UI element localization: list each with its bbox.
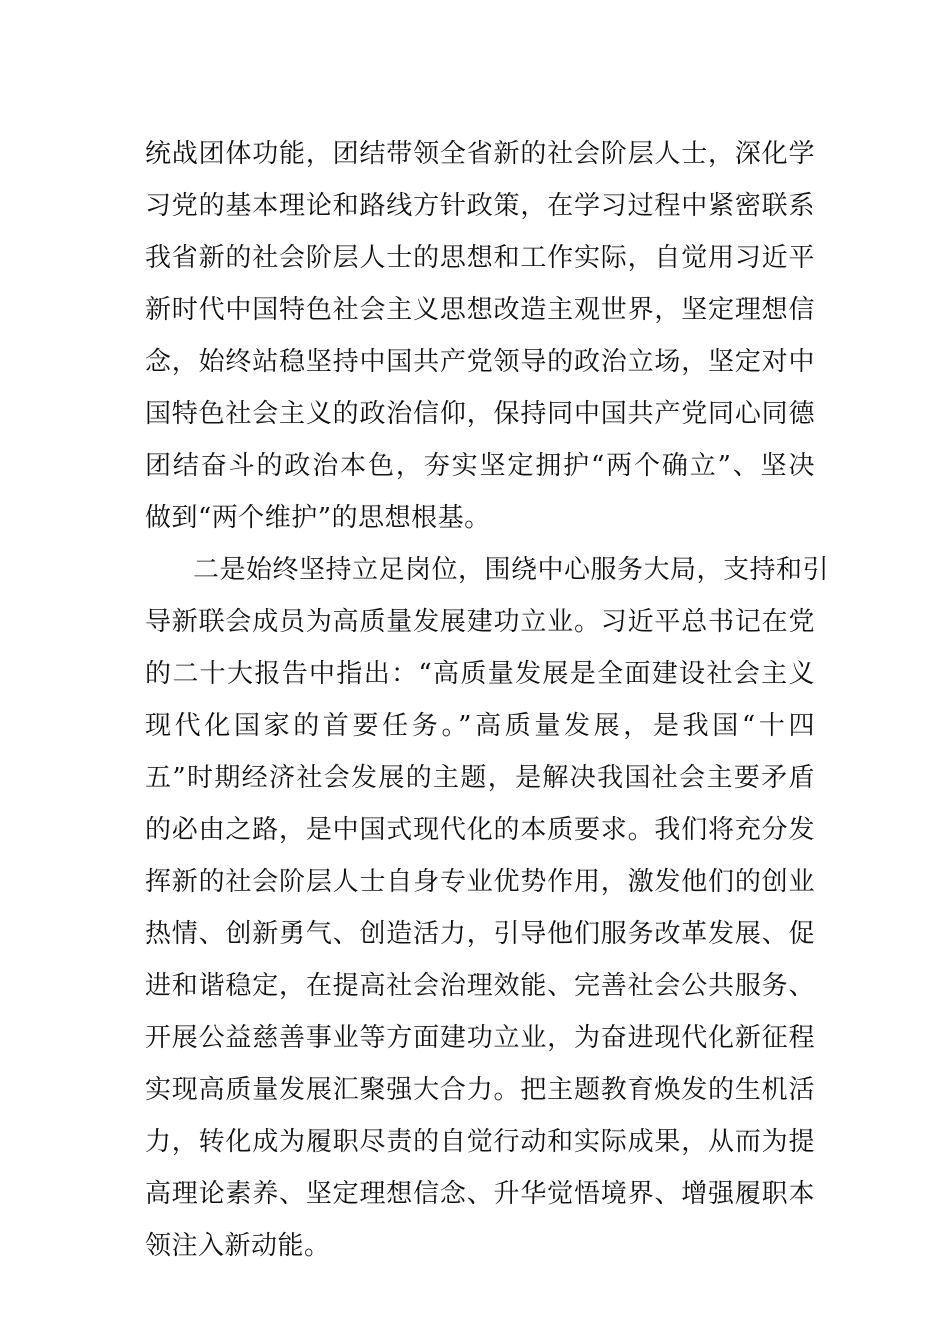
text-line: 高理论素养、坚定理想信念、升华觉悟境界、增强履职本 [145, 1179, 815, 1209]
body-text [145, 128, 830, 1272]
text-line: 五”时期经济社会发展的主题，是解决我国社会主要矛盾 [145, 763, 815, 793]
text-line: 现代化国家的首要任务。”高质量发展，是我国“十四 [145, 711, 815, 741]
text-line: 念，始终站稳坚持中国共产党领导的政治立场，坚定对中 [145, 347, 815, 377]
text-line: 我省新的社会阶层人士的思想和工作实际，自觉用习近平 [145, 243, 815, 273]
text-line: 实现高质量发展汇聚强大合力。把主题教育焕发的生机活 [145, 1075, 815, 1105]
text-line: 开展公益慈善事业等方面建功立业，为奋进现代化新征程 [145, 1023, 815, 1053]
paragraph-2 [145, 544, 830, 1272]
text-line: 挥新的社会阶层人士自身专业优势作用，激发他们的创业 [145, 867, 815, 897]
text-line: 团结奋斗的政治本色，夯实坚定拥护“两个确立”、坚决 [145, 451, 815, 481]
text-line: 的二十大报告中指出：“高质量发展是全面建设社会主义 [145, 659, 815, 689]
text-line: 统战团体功能，团结带领全省新的社会阶层人士，深化学 [145, 139, 815, 169]
text-line: 国特色社会主义的政治信仰，保持同中国共产党同心同德 [145, 399, 815, 429]
text-line: 二是始终坚持立足岗位，围绕中心服务大局，支持和引 [193, 555, 830, 585]
text-line: 导新联会成员为高质量发展建功立业。习近平总书记在党 [145, 607, 815, 637]
text-line: 新时代中国特色社会主义思想改造主观世界，坚定理想信 [145, 295, 815, 325]
text-line: 力，转化成为履职尽责的自觉行动和实际成果，从而为提 [145, 1127, 815, 1157]
text-line: 领注入新动能。 [145, 1231, 331, 1261]
text-line: 热情、创新勇气、创造活力，引导他们服务改革发展、促 [145, 919, 815, 949]
text-line: 进和谐稳定，在提高社会治理效能、完善社会公共服务、 [145, 971, 815, 1001]
text-line: 做到“两个维护”的思想根基。 [145, 503, 491, 533]
text-line: 的必由之路，是中国式现代化的本质要求。我们将充分发 [145, 815, 815, 845]
paragraph-1 [145, 128, 815, 544]
text-line: 习党的基本理论和路线方针政策，在学习过程中紧密联系 [145, 191, 815, 221]
